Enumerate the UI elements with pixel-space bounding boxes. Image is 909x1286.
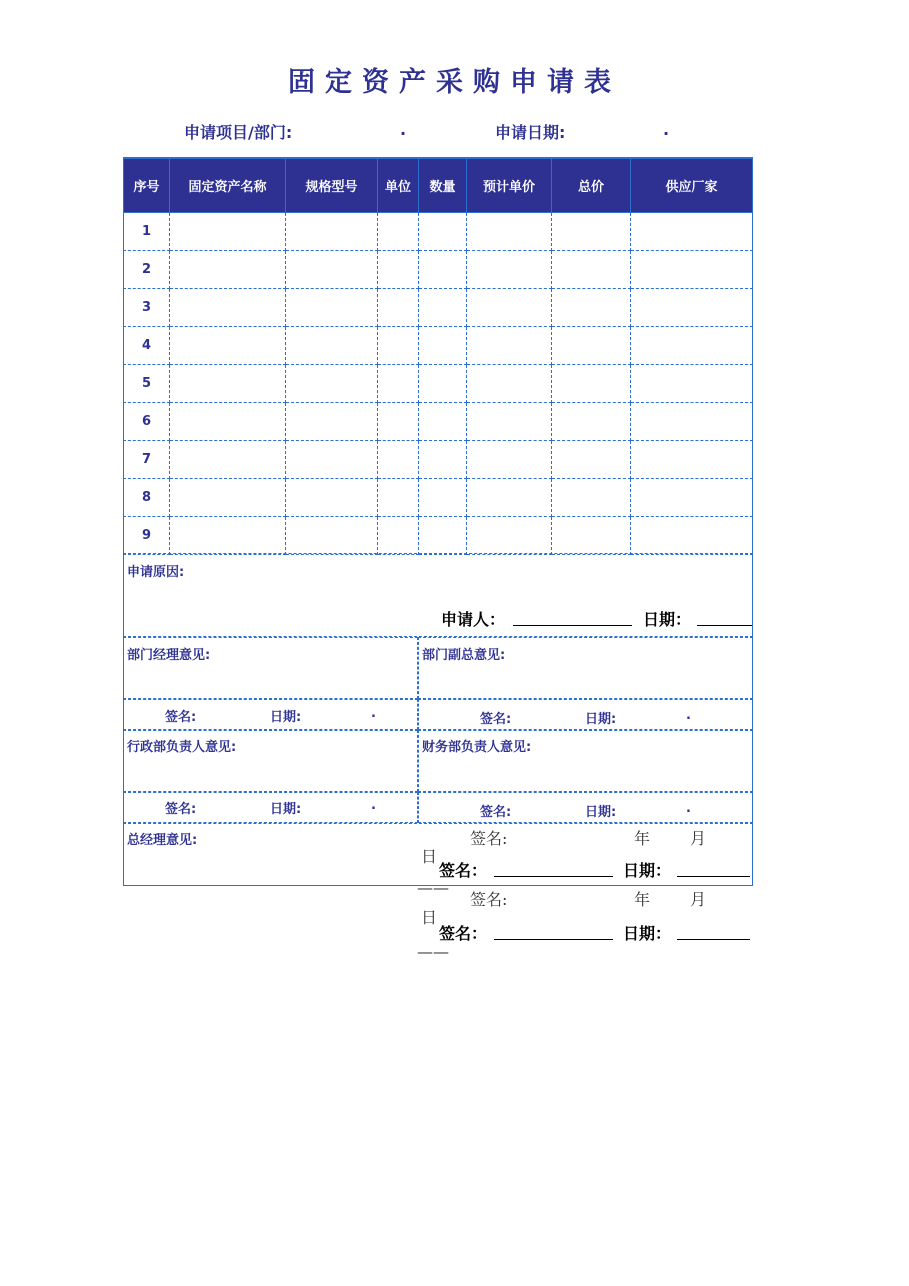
quantity-cell[interactable] bbox=[419, 479, 467, 517]
row-index: 1 bbox=[124, 213, 170, 251]
unit-cell[interactable] bbox=[378, 517, 419, 555]
unit-price-cell[interactable] bbox=[467, 327, 552, 365]
applicant-date-label: 日期： bbox=[643, 610, 692, 629]
unit-price-cell[interactable] bbox=[467, 403, 552, 441]
table-row bbox=[124, 441, 753, 479]
general-manager-opinion-label: 总经理意见: bbox=[127, 833, 198, 848]
quantity-cell[interactable] bbox=[419, 251, 467, 289]
unit-price-cell[interactable] bbox=[467, 365, 552, 403]
date-label: 日期: bbox=[585, 805, 617, 820]
asset-name-cell[interactable] bbox=[170, 479, 286, 517]
applicant-date-line[interactable] bbox=[697, 625, 752, 626]
asset-name-cell[interactable] bbox=[170, 327, 286, 365]
spec-cell[interactable] bbox=[286, 441, 378, 479]
reason-label: 申请原因: bbox=[127, 565, 185, 580]
asset-name-cell[interactable] bbox=[170, 441, 286, 479]
date-label: 日期: bbox=[585, 712, 617, 727]
quantity-cell[interactable] bbox=[419, 289, 467, 327]
asset-name-cell[interactable] bbox=[170, 251, 286, 289]
row-index: 8 bbox=[124, 479, 170, 517]
col-header-unit: 单位 bbox=[378, 158, 419, 213]
supplier-cell[interactable] bbox=[631, 441, 753, 479]
overflow-sign-label: 签名: bbox=[470, 890, 508, 909]
date-dot: . bbox=[371, 706, 376, 721]
row-index: 4 bbox=[124, 327, 170, 365]
unit-cell[interactable] bbox=[378, 327, 419, 365]
row-index: 5 bbox=[124, 365, 170, 403]
dept-manager-opinion-label: 部门经理意见: bbox=[127, 648, 211, 663]
spec-cell[interactable] bbox=[286, 365, 378, 403]
overflow-day: 日 bbox=[421, 847, 438, 866]
admin-head-opinion-label: 行政部负责人意见: bbox=[127, 740, 237, 755]
unit-cell[interactable] bbox=[378, 213, 419, 251]
overflow-dash: —— bbox=[417, 878, 449, 897]
table-row bbox=[124, 289, 753, 327]
date-label: 日期: bbox=[270, 710, 302, 725]
total-cell[interactable] bbox=[552, 403, 631, 441]
form-title: 固定资产采购申请表 bbox=[288, 67, 621, 98]
asset-name-cell[interactable] bbox=[170, 213, 286, 251]
quantity-cell[interactable] bbox=[419, 365, 467, 403]
project-dept-label: 申请项目/部门: bbox=[184, 123, 293, 142]
asset-name-cell[interactable] bbox=[170, 365, 286, 403]
overflow-month: 月 bbox=[690, 829, 707, 848]
spec-cell[interactable] bbox=[286, 251, 378, 289]
total-cell[interactable] bbox=[552, 289, 631, 327]
table-header-row bbox=[124, 158, 753, 213]
supplier-cell[interactable] bbox=[631, 289, 753, 327]
unit-cell[interactable] bbox=[378, 251, 419, 289]
spec-cell[interactable] bbox=[286, 213, 378, 251]
overflow-date-bold: 日期： bbox=[623, 861, 672, 880]
col-header-spec: 规格型号 bbox=[286, 158, 378, 213]
col-header-asset-name: 固定资产名称 bbox=[170, 158, 286, 213]
quantity-cell[interactable] bbox=[419, 213, 467, 251]
row-index: 2 bbox=[124, 251, 170, 289]
applicant-signature-line[interactable] bbox=[513, 625, 632, 626]
overflow-day: 日 bbox=[421, 908, 438, 927]
col-header-total: 总价 bbox=[552, 158, 631, 213]
overflow-year: 年 bbox=[634, 829, 651, 848]
total-cell[interactable] bbox=[552, 251, 631, 289]
col-header-quantity: 数量 bbox=[419, 158, 467, 213]
unit-price-cell[interactable] bbox=[467, 289, 552, 327]
table-row bbox=[124, 213, 753, 251]
total-cell[interactable] bbox=[552, 327, 631, 365]
row-index: 9 bbox=[124, 517, 170, 555]
total-cell[interactable] bbox=[552, 365, 631, 403]
row-index: 3 bbox=[124, 289, 170, 327]
table-row bbox=[124, 403, 753, 441]
asset-name-cell[interactable] bbox=[170, 517, 286, 555]
spec-cell[interactable] bbox=[286, 327, 378, 365]
overflow-date-bold: 日期： bbox=[623, 924, 672, 943]
asset-name-cell[interactable] bbox=[170, 403, 286, 441]
unit-price-cell[interactable] bbox=[467, 479, 552, 517]
sign-label: 签名: bbox=[480, 712, 512, 727]
row-index: 6 bbox=[124, 403, 170, 441]
dept-deputy-opinion-label: 部门副总意见: bbox=[422, 648, 506, 663]
overflow-date-line[interactable] bbox=[677, 939, 750, 940]
unit-cell[interactable] bbox=[378, 479, 419, 517]
col-header-unit-price: 预计单价 bbox=[467, 158, 552, 213]
supplier-cell[interactable] bbox=[631, 517, 753, 555]
unit-cell[interactable] bbox=[378, 441, 419, 479]
table-row bbox=[124, 251, 753, 289]
unit-price-cell[interactable] bbox=[467, 213, 552, 251]
unit-cell[interactable] bbox=[378, 403, 419, 441]
overflow-sign-bold: 签名： bbox=[439, 924, 488, 943]
overflow-dash: —— bbox=[417, 942, 449, 961]
date-dot: . bbox=[686, 801, 691, 816]
col-header-index: 序号 bbox=[124, 158, 170, 213]
sign-label: 签名: bbox=[480, 805, 512, 820]
table-row bbox=[124, 479, 753, 517]
table-row bbox=[124, 365, 753, 403]
supplier-cell[interactable] bbox=[631, 327, 753, 365]
supplier-cell[interactable] bbox=[631, 403, 753, 441]
table-row bbox=[124, 517, 753, 555]
unit-cell[interactable] bbox=[378, 365, 419, 403]
row-index: 7 bbox=[124, 441, 170, 479]
asset-name-cell[interactable] bbox=[170, 289, 286, 327]
overflow-month: 月 bbox=[690, 890, 707, 909]
apply-date-label: 申请日期: bbox=[495, 123, 566, 142]
unit-price-cell[interactable] bbox=[467, 441, 552, 479]
project-dept-dot: . bbox=[400, 120, 407, 139]
total-cell[interactable] bbox=[552, 479, 631, 517]
spec-cell[interactable] bbox=[286, 517, 378, 555]
overflow-sign-line[interactable] bbox=[494, 939, 613, 940]
sign-label: 签名: bbox=[165, 802, 197, 817]
quantity-cell[interactable] bbox=[419, 441, 467, 479]
total-cell[interactable] bbox=[552, 213, 631, 251]
date-dot: . bbox=[686, 708, 691, 723]
supplier-cell[interactable] bbox=[631, 365, 753, 403]
supplier-cell[interactable] bbox=[631, 213, 753, 251]
spec-cell[interactable] bbox=[286, 403, 378, 441]
quantity-cell[interactable] bbox=[419, 327, 467, 365]
unit-price-cell[interactable] bbox=[467, 251, 552, 289]
total-cell[interactable] bbox=[552, 517, 631, 555]
date-label: 日期: bbox=[270, 802, 302, 817]
unit-cell[interactable] bbox=[378, 289, 419, 327]
spec-cell[interactable] bbox=[286, 289, 378, 327]
total-cell[interactable] bbox=[552, 441, 631, 479]
applicant-label: 申请人： bbox=[441, 610, 506, 629]
overflow-sign-label: 签名: bbox=[470, 829, 508, 848]
unit-price-cell[interactable] bbox=[467, 517, 552, 555]
overflow-date-line[interactable] bbox=[677, 876, 750, 877]
spec-cell[interactable] bbox=[286, 479, 378, 517]
date-dot: . bbox=[371, 798, 376, 813]
asset-table bbox=[123, 157, 753, 555]
supplier-cell[interactable] bbox=[631, 479, 753, 517]
quantity-cell[interactable] bbox=[419, 403, 467, 441]
finance-head-opinion-label: 财务部负责人意见: bbox=[422, 740, 532, 755]
quantity-cell[interactable] bbox=[419, 517, 467, 555]
overflow-year: 年 bbox=[634, 890, 651, 909]
apply-date-dot: . bbox=[663, 120, 670, 139]
sign-label: 签名: bbox=[165, 710, 197, 725]
col-header-supplier: 供应厂家 bbox=[631, 158, 753, 213]
overflow-sign-line[interactable] bbox=[494, 876, 613, 877]
overflow-sign-bold: 签名： bbox=[439, 861, 488, 880]
supplier-cell[interactable] bbox=[631, 251, 753, 289]
table-row bbox=[124, 327, 753, 365]
